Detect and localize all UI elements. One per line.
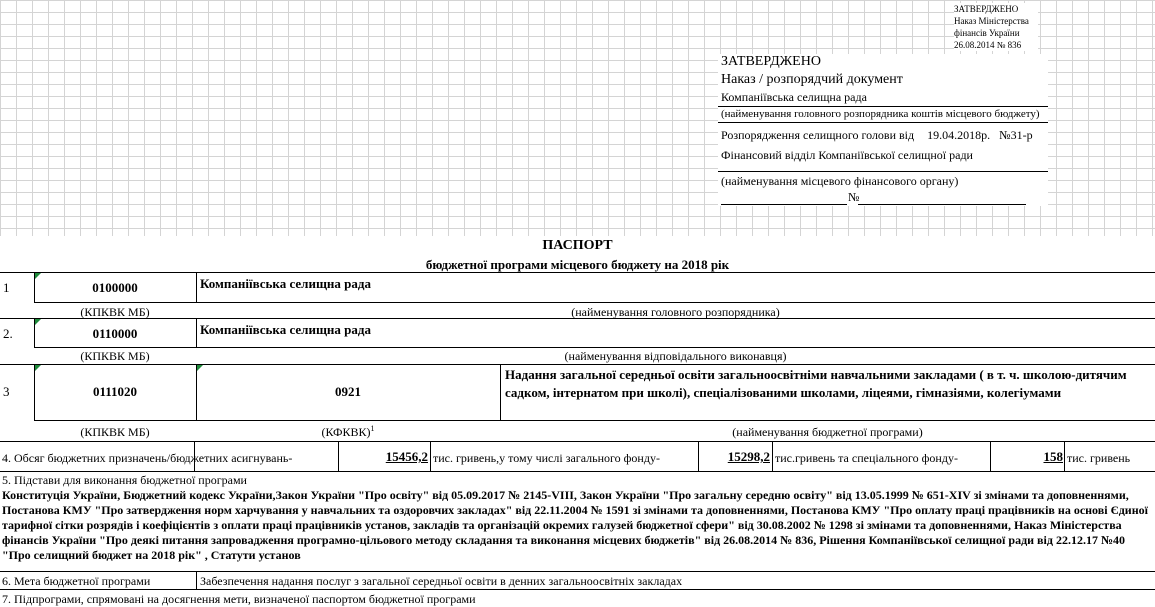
row3-divider-c [500, 364, 501, 420]
row3-name-caption: (найменування бюджетної програми) [732, 425, 923, 439]
budget-total-unit: тис. гривень,у тому числі загального фонду- [433, 451, 660, 465]
approval-caption-underline [718, 122, 1048, 123]
approval-stamp-line4: 26.08.2014 № 836 [954, 40, 1022, 50]
passport-subtitle: бюджетної програми місцевого бюджету на 2018 рік [425, 257, 730, 272]
goal-divider [196, 571, 197, 589]
basis-label: 5. Підстави для виконання бюджетної програми [2, 473, 247, 487]
approval-doc-type: Наказ / розпорядчий документ [721, 72, 903, 87]
row2-code: 0110000 [92, 326, 138, 341]
row3-kfkvk-footnote: 1 [370, 424, 375, 433]
row3-name: Надання загальної середньої освіти загальноосвітніми навчальними закладами ( в т. ч. школою-дитячим садком, інтернатом при школі), спеціалізованими школами, ліцеями, гімназіями, колегіумами [505, 367, 1127, 400]
passport-title: ПАСПОРТ [542, 238, 613, 253]
row3-kfkvk: 0921 [335, 384, 361, 399]
row1-top-border [0, 272, 1155, 273]
approval-stamp-line1: ЗАТВЕРДЖЕНО [954, 4, 1019, 14]
cell-comment-marker [197, 365, 203, 371]
row2-bottom-border [34, 347, 1155, 348]
budget-general: 15298,2 [727, 449, 770, 464]
row2-divider-b [196, 318, 197, 347]
budget-total: 15456,2 [385, 449, 428, 464]
basis-text: Конституція України, Бюджетний кодекс України,Закон України "Про освіту" від 05.09.2017 № 2145-VIII, Закон України "Про загальну середню освіту" від 13.05.1999 № 651-XIV зі змінами та доповненнями, Постанова КМУ "Про затвердження норм харчування у навчальних та оздоровчих закладах" від 22.11.2004 № 1591 зі змінами та доповненнями, Постанова КМУ "Про оплату праці працівників на основі Єдиної тарифної сітки розрядів і коефіцієнтів з оплати праці працівників установ, закладів та організацій окремих галузей бюджетної сфери" від 30.08.2002 № 1298 зі змінами та доповненнями, Наказ Міністерства фінансів України "Про деякі питання запровадження програмно-цільового методу складання та виконання місцевих бюджетів" від 26.08.2014 № 836, Рішення Компаніївської селищної ради від 22.12.17 №40 "Про селищний бюджет на 2018 рік" , Статути установ [2, 488, 1148, 562]
row2-name: Компаніївська селищна рада [200, 322, 371, 337]
approval-order-number: №31-р [999, 128, 1033, 142]
row3-kfkvk-caption-text: (КФКВК) [321, 425, 371, 439]
approval-fin-underline [718, 171, 1048, 172]
row3-number: 3 [3, 384, 10, 399]
budget-general-unit: тис.гривень та спеціального фонду- [775, 451, 958, 465]
approval-order-label: Розпорядження селищного голови від [721, 128, 915, 142]
row3-bottom-border [34, 420, 1155, 421]
approval-date-blank [721, 204, 847, 205]
approval-stamp-line2: Наказ Міністерства [954, 16, 1029, 26]
approval-stamp-line3: фінансів України [954, 28, 1020, 38]
budget-divider-5 [772, 441, 773, 471]
subprograms-label: 7. Підпрограми, спрямовані на досягнення мети, визначеної паспортом бюджетної програми [2, 592, 476, 606]
row2-top-border [0, 318, 1155, 319]
cell-comment-marker [35, 365, 41, 371]
row2-number: 2. [3, 326, 13, 341]
budget-special: 158 [1043, 449, 1063, 464]
goal-label: 6. Мета бюджетної програми [2, 574, 151, 588]
cell-comment-marker [35, 273, 41, 279]
row1-code-caption: (КПКВК МБ) [80, 305, 150, 319]
row3-code-caption: (КПКВК МБ) [80, 425, 150, 439]
goal-text: Забезпечення надання послуг з загальної середньої освіти в денних загальноосвітніх закладах [200, 574, 683, 588]
approval-stamp [954, 3, 1038, 51]
approval-order-date: 19.04.2018р. [927, 128, 991, 142]
row1-name-caption: (найменування головного розпорядника) [571, 305, 780, 319]
row2-name-caption: (найменування відповідального виконавця) [564, 349, 787, 363]
budget-label: 4. Обсяг бюджетних призначень/бюджетних асигнувань- [2, 451, 293, 465]
row1-divider-b [196, 272, 197, 302]
row2-code-caption: (КПКВК МБ) [80, 349, 150, 363]
approval-fin-org-caption: (найменування місцевого фінансового органу) [721, 174, 959, 188]
approval-title: ЗАТВЕРДЖЕНО [721, 54, 821, 69]
row1-name: Компаніївська селищна рада [200, 276, 371, 291]
row3-code: 0111020 [92, 384, 138, 399]
row1-number: 1 [3, 280, 10, 295]
approval-org: Компаніївська селищна рада [721, 90, 867, 104]
approval-org-caption: (найменування головного розпорядника коштів місцевого бюджету) [721, 108, 1040, 120]
budget-divider-7 [1064, 441, 1065, 471]
row1-bottom-border [34, 302, 1155, 303]
approval-order [721, 128, 1033, 142]
section6-top-border [0, 571, 1155, 572]
approval-number-sign: № [848, 190, 860, 204]
cell-comment-marker [35, 319, 41, 325]
section4-top-border [0, 441, 1155, 442]
budget-divider-1 [194, 441, 195, 471]
approval-number-blank [858, 204, 1026, 205]
budget-divider-3 [430, 441, 431, 471]
section7-top-border [0, 589, 1155, 590]
section5-top-border [0, 471, 1155, 472]
budget-special-unit: тис. гривень [1067, 451, 1131, 465]
approval-fin-org: Фінансовий відділ Компаніївської селищної ради [721, 148, 973, 162]
approval-org-underline [718, 106, 1048, 107]
row3-kfkvk-caption [196, 424, 500, 440]
row1-code: 0100000 [92, 280, 138, 295]
row3-top-border [0, 364, 1155, 365]
